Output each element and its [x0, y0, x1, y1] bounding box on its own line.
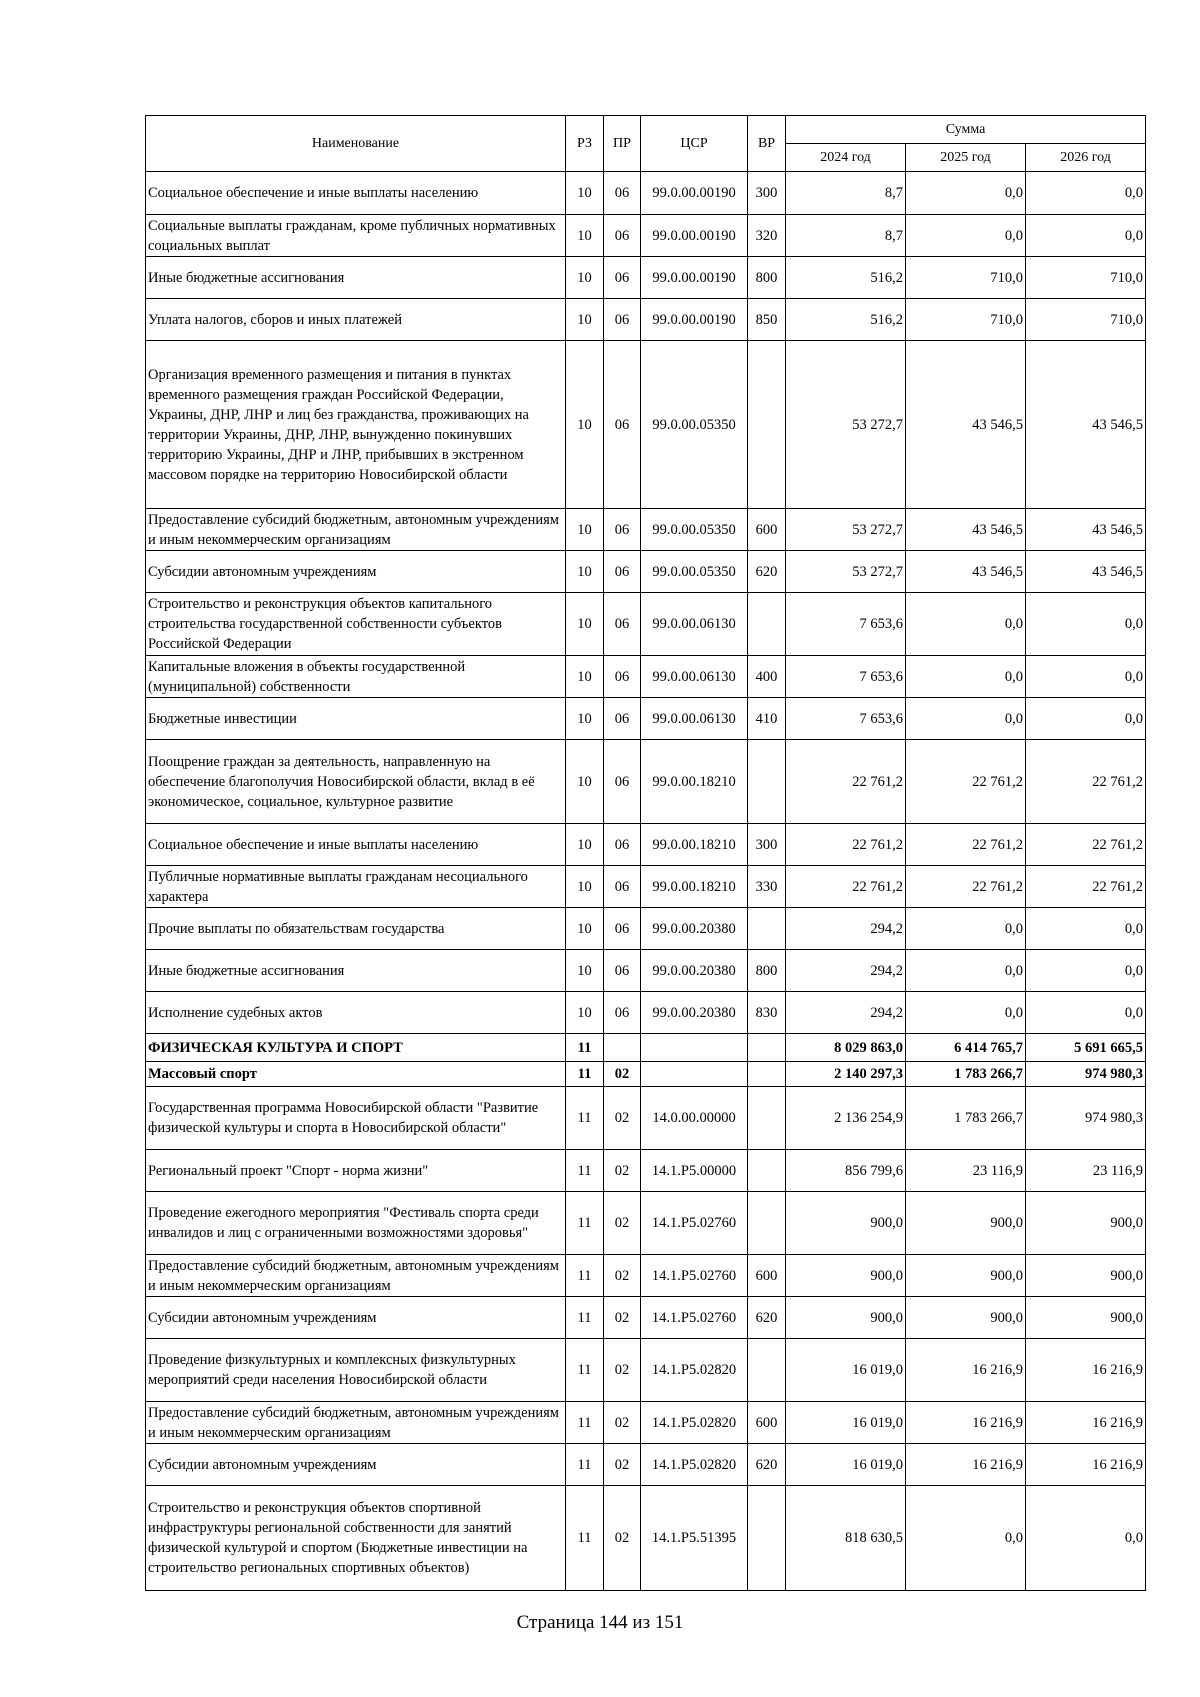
row-vr [748, 593, 786, 656]
row-amount-2026: 43 546,5 [1026, 341, 1146, 509]
row-amount-2026: 0,0 [1026, 992, 1146, 1034]
row-name: Социальное обеспечение и иные выплаты населению [146, 824, 566, 866]
row-amount-2024: 8 029 863,0 [786, 1034, 906, 1062]
row-amount-2024: 8,7 [786, 172, 906, 215]
row-amount-2025: 16 216,9 [906, 1444, 1026, 1486]
row-amount-2025: 1 783 266,7 [906, 1087, 1026, 1150]
row-name: Предоставление субсидий бюджетным, автономным учреждениям и иным некоммерческим организациям [146, 1402, 566, 1444]
row-rz: 11 [566, 1062, 604, 1087]
row-amount-2024: 900,0 [786, 1192, 906, 1255]
header-2025: 2025 год [906, 144, 1026, 172]
row-rz: 11 [566, 1087, 604, 1150]
row-rz: 10 [566, 509, 604, 551]
row-amount-2026: 16 216,9 [1026, 1444, 1146, 1486]
row-pr: 06 [604, 908, 641, 950]
row-pr [604, 1034, 641, 1062]
row-amount-2025: 900,0 [906, 1297, 1026, 1339]
row-rz: 11 [566, 1339, 604, 1402]
row-amount-2026: 0,0 [1026, 593, 1146, 656]
table-row [146, 908, 1146, 950]
row-name: Иные бюджетные ассигнования [146, 950, 566, 992]
row-amount-2026: 0,0 [1026, 656, 1146, 698]
row-vr: 600 [748, 509, 786, 551]
row-amount-2025: 22 761,2 [906, 824, 1026, 866]
row-vr: 330 [748, 866, 786, 908]
row-pr: 06 [604, 215, 641, 257]
row-name: Публичные нормативные выплаты гражданам несоциального характера [146, 866, 566, 908]
row-rz: 11 [566, 1486, 604, 1591]
row-amount-2024: 16 019,0 [786, 1444, 906, 1486]
row-vr: 620 [748, 551, 786, 593]
row-amount-2024: 53 272,7 [786, 341, 906, 509]
row-amount-2024: 2 136 254,9 [786, 1087, 906, 1150]
row-amount-2026: 0,0 [1026, 172, 1146, 215]
row-name: Субсидии автономным учреждениям [146, 1444, 566, 1486]
row-name: ФИЗИЧЕСКАЯ КУЛЬТУРА И СПОРТ [146, 1034, 566, 1062]
row-csr: 99.0.00.06130 [641, 698, 748, 740]
row-amount-2026: 16 216,9 [1026, 1339, 1146, 1402]
row-rz: 10 [566, 341, 604, 509]
table-row [146, 1087, 1146, 1150]
table-row [146, 215, 1146, 257]
row-pr: 02 [604, 1486, 641, 1591]
row-vr: 800 [748, 257, 786, 299]
row-rz: 10 [566, 950, 604, 992]
header-sum: Сумма [786, 116, 1146, 144]
row-name: Проведение ежегодного мероприятия "Фестиваль спорта среди инвалидов и лиц с ограниченными возможностями здоровья" [146, 1192, 566, 1255]
row-pr: 06 [604, 950, 641, 992]
row-name: Строительство и реконструкция объектов капитального строительства государственной собственности субъектов Российской Федерации [146, 593, 566, 656]
row-name: Иные бюджетные ассигнования [146, 257, 566, 299]
header-vr: ВР [748, 116, 786, 172]
row-amount-2025: 900,0 [906, 1255, 1026, 1297]
row-vr: 620 [748, 1297, 786, 1339]
row-amount-2024: 22 761,2 [786, 740, 906, 824]
table-row [146, 172, 1146, 215]
row-vr: 400 [748, 656, 786, 698]
row-pr: 06 [604, 341, 641, 509]
table-row [146, 1444, 1146, 1486]
row-rz: 10 [566, 215, 604, 257]
row-name: Субсидии автономным учреждениям [146, 551, 566, 593]
row-rz: 10 [566, 992, 604, 1034]
row-vr [748, 1034, 786, 1062]
row-amount-2024: 7 653,6 [786, 593, 906, 656]
row-csr: 14.1.P5.02820 [641, 1444, 748, 1486]
row-csr: 14.1.P5.02820 [641, 1339, 748, 1402]
row-csr [641, 1034, 748, 1062]
row-amount-2024: 818 630,5 [786, 1486, 906, 1591]
row-csr: 14.1.P5.02760 [641, 1255, 748, 1297]
row-vr: 320 [748, 215, 786, 257]
row-amount-2026: 900,0 [1026, 1192, 1146, 1255]
table-row [146, 1192, 1146, 1255]
row-vr: 850 [748, 299, 786, 341]
row-rz: 11 [566, 1402, 604, 1444]
header-name: Наименование [146, 116, 566, 172]
table-body [146, 172, 1146, 1591]
row-name: Строительство и реконструкция объектов спортивной инфраструктуры региональной собственности для занятий физической культурой и спортом (Бюджетные инвестиции на строительство региональных спортивных объектов) [146, 1486, 566, 1591]
table-row [146, 950, 1146, 992]
row-vr: 410 [748, 698, 786, 740]
table-row [146, 698, 1146, 740]
row-vr [748, 1486, 786, 1591]
row-pr: 02 [604, 1297, 641, 1339]
table-row [146, 299, 1146, 341]
table-row [146, 740, 1146, 824]
row-name: Бюджетные инвестиции [146, 698, 566, 740]
row-amount-2024: 8,7 [786, 215, 906, 257]
table-row [146, 509, 1146, 551]
row-csr: 99.0.00.18210 [641, 866, 748, 908]
row-amount-2024: 900,0 [786, 1255, 906, 1297]
table-row [146, 824, 1146, 866]
row-vr [748, 740, 786, 824]
row-pr: 06 [604, 172, 641, 215]
row-pr: 02 [604, 1402, 641, 1444]
row-pr: 02 [604, 1444, 641, 1486]
row-amount-2026: 0,0 [1026, 215, 1146, 257]
row-vr: 600 [748, 1402, 786, 1444]
row-pr: 02 [604, 1150, 641, 1192]
row-name: Предоставление субсидий бюджетным, автономным учреждениям и иным некоммерческим организациям [146, 509, 566, 551]
row-name: Поощрение граждан за деятельность, направленную на обеспечение благополучия Новосибирской области, вклад в её экономическое, социальное, культурное развитие [146, 740, 566, 824]
row-rz: 10 [566, 593, 604, 656]
row-name: Капитальные вложения в объекты государственной (муниципальной) собственности [146, 656, 566, 698]
row-amount-2025: 0,0 [906, 593, 1026, 656]
row-vr: 830 [748, 992, 786, 1034]
row-amount-2024: 294,2 [786, 908, 906, 950]
row-name: Субсидии автономным учреждениям [146, 1297, 566, 1339]
row-rz: 10 [566, 740, 604, 824]
row-pr: 06 [604, 551, 641, 593]
table-row [146, 992, 1146, 1034]
row-csr: 99.0.00.00190 [641, 172, 748, 215]
row-amount-2026: 22 761,2 [1026, 740, 1146, 824]
row-amount-2026: 710,0 [1026, 257, 1146, 299]
row-vr [748, 1339, 786, 1402]
row-pr: 02 [604, 1087, 641, 1150]
row-amount-2025: 43 546,5 [906, 341, 1026, 509]
row-amount-2026: 16 216,9 [1026, 1402, 1146, 1444]
row-csr: 14.1.P5.02760 [641, 1192, 748, 1255]
row-amount-2025: 43 546,5 [906, 509, 1026, 551]
row-amount-2024: 53 272,7 [786, 551, 906, 593]
row-amount-2024: 294,2 [786, 950, 906, 992]
row-amount-2025: 0,0 [906, 215, 1026, 257]
row-vr [748, 1150, 786, 1192]
row-rz: 10 [566, 908, 604, 950]
row-amount-2025: 22 761,2 [906, 866, 1026, 908]
row-name: Предоставление субсидий бюджетным, автономным учреждениям и иным некоммерческим организациям [146, 1255, 566, 1297]
row-amount-2025: 43 546,5 [906, 551, 1026, 593]
row-amount-2025: 23 116,9 [906, 1150, 1026, 1192]
row-csr: 99.0.00.00190 [641, 215, 748, 257]
row-rz: 11 [566, 1034, 604, 1062]
row-amount-2024: 516,2 [786, 257, 906, 299]
row-amount-2024: 16 019,0 [786, 1402, 906, 1444]
row-amount-2024: 294,2 [786, 992, 906, 1034]
table-row [146, 1034, 1146, 1062]
row-amount-2024: 16 019,0 [786, 1339, 906, 1402]
row-amount-2026: 0,0 [1026, 950, 1146, 992]
row-name: Организация временного размещения и питания в пунктах временного размещения граждан Российской Федерации, Украины, ДНР, ЛНР и лиц без гражданства, проживающих на территории Украины, ДНР, ЛНР, вынужденно покинувших территорию Украины, ДНР и ЛНР, прибывших в экстренном массовом порядке на территорию Новосибирской области [146, 341, 566, 509]
row-pr: 02 [604, 1192, 641, 1255]
row-pr: 06 [604, 866, 641, 908]
row-amount-2024: 53 272,7 [786, 509, 906, 551]
row-name: Региональный проект "Спорт - норма жизни" [146, 1150, 566, 1192]
row-amount-2026: 0,0 [1026, 1486, 1146, 1591]
table-row [146, 593, 1146, 656]
row-rz: 10 [566, 172, 604, 215]
table-row [146, 257, 1146, 299]
row-csr: 99.0.00.00190 [641, 299, 748, 341]
row-amount-2025: 0,0 [906, 1486, 1026, 1591]
page-number: Страница 144 из 151 [516, 1612, 684, 1633]
row-csr: 14.1.P5.02820 [641, 1402, 748, 1444]
row-amount-2026: 0,0 [1026, 908, 1146, 950]
table-row [146, 341, 1146, 509]
row-vr: 300 [748, 172, 786, 215]
row-csr: 99.0.00.20380 [641, 950, 748, 992]
row-pr: 02 [604, 1255, 641, 1297]
row-rz: 11 [566, 1297, 604, 1339]
row-amount-2025: 710,0 [906, 257, 1026, 299]
row-name: Прочие выплаты по обязательствам государства [146, 908, 566, 950]
row-vr: 600 [748, 1255, 786, 1297]
table-row [146, 551, 1146, 593]
table-row [146, 1062, 1146, 1087]
row-amount-2025: 710,0 [906, 299, 1026, 341]
row-amount-2026: 22 761,2 [1026, 824, 1146, 866]
row-amount-2026: 43 546,5 [1026, 509, 1146, 551]
row-csr: 99.0.00.18210 [641, 824, 748, 866]
row-rz: 10 [566, 866, 604, 908]
row-csr [641, 1062, 748, 1087]
row-vr [748, 908, 786, 950]
row-pr: 06 [604, 509, 641, 551]
row-amount-2026: 5 691 665,5 [1026, 1034, 1146, 1062]
row-amount-2025: 6 414 765,7 [906, 1034, 1026, 1062]
row-rz: 10 [566, 824, 604, 866]
row-rz: 10 [566, 656, 604, 698]
row-pr: 06 [604, 740, 641, 824]
row-amount-2025: 16 216,9 [906, 1339, 1026, 1402]
row-name: Государственная программа Новосибирской области "Развитие физической культуры и спорта в Новосибирской области" [146, 1087, 566, 1150]
row-rz: 10 [566, 299, 604, 341]
table-row [146, 656, 1146, 698]
header-2026: 2026 год [1026, 144, 1146, 172]
row-pr: 06 [604, 824, 641, 866]
table-row [146, 1339, 1146, 1402]
row-amount-2026: 900,0 [1026, 1255, 1146, 1297]
row-pr: 02 [604, 1339, 641, 1402]
row-csr: 99.0.00.05350 [641, 341, 748, 509]
row-amount-2025: 900,0 [906, 1192, 1026, 1255]
row-vr [748, 341, 786, 509]
row-pr: 06 [604, 698, 641, 740]
row-amount-2024: 900,0 [786, 1297, 906, 1339]
row-pr: 06 [604, 299, 641, 341]
row-amount-2024: 22 761,2 [786, 824, 906, 866]
row-amount-2025: 22 761,2 [906, 740, 1026, 824]
row-amount-2025: 16 216,9 [906, 1402, 1026, 1444]
row-rz: 11 [566, 1444, 604, 1486]
row-amount-2025: 0,0 [906, 698, 1026, 740]
row-csr: 99.0.00.05350 [641, 551, 748, 593]
table-row [146, 866, 1146, 908]
row-amount-2025: 0,0 [906, 908, 1026, 950]
row-vr: 620 [748, 1444, 786, 1486]
budget-table [145, 115, 1146, 1591]
row-amount-2024: 7 653,6 [786, 698, 906, 740]
row-amount-2025: 0,0 [906, 172, 1026, 215]
row-csr: 99.0.00.06130 [641, 593, 748, 656]
row-vr [748, 1087, 786, 1150]
row-name: Массовый спорт [146, 1062, 566, 1087]
table-row [146, 1402, 1146, 1444]
row-csr: 14.1.P5.51395 [641, 1486, 748, 1591]
row-rz: 10 [566, 257, 604, 299]
row-name: Уплата налогов, сборов и иных платежей [146, 299, 566, 341]
table-row [146, 1486, 1146, 1591]
row-pr: 06 [604, 593, 641, 656]
row-pr: 06 [604, 656, 641, 698]
row-amount-2026: 22 761,2 [1026, 866, 1146, 908]
row-amount-2026: 974 980,3 [1026, 1062, 1146, 1087]
row-csr: 99.0.00.20380 [641, 908, 748, 950]
table-row [146, 1150, 1146, 1192]
row-name: Исполнение судебных актов [146, 992, 566, 1034]
row-amount-2025: 0,0 [906, 950, 1026, 992]
row-name: Социальные выплаты гражданам, кроме публичных нормативных социальных выплат [146, 215, 566, 257]
row-vr [748, 1192, 786, 1255]
header-rz: РЗ [566, 116, 604, 172]
row-amount-2025: 0,0 [906, 656, 1026, 698]
row-amount-2026: 710,0 [1026, 299, 1146, 341]
row-amount-2024: 2 140 297,3 [786, 1062, 906, 1087]
row-vr: 300 [748, 824, 786, 866]
row-csr: 99.0.00.00190 [641, 257, 748, 299]
row-rz: 10 [566, 551, 604, 593]
row-amount-2024: 516,2 [786, 299, 906, 341]
row-amount-2024: 22 761,2 [786, 866, 906, 908]
row-csr: 99.0.00.18210 [641, 740, 748, 824]
header-csr: ЦСР [641, 116, 748, 172]
row-rz: 11 [566, 1255, 604, 1297]
table-row [146, 1297, 1146, 1339]
row-rz: 11 [566, 1192, 604, 1255]
row-rz: 10 [566, 698, 604, 740]
row-amount-2024: 7 653,6 [786, 656, 906, 698]
row-amount-2026: 0,0 [1026, 698, 1146, 740]
row-csr: 14.1.P5.02760 [641, 1297, 748, 1339]
row-csr: 99.0.00.06130 [641, 656, 748, 698]
row-amount-2026: 43 546,5 [1026, 551, 1146, 593]
row-name: Социальное обеспечение и иные выплаты населению [146, 172, 566, 215]
header-pr: ПР [604, 116, 641, 172]
row-amount-2024: 856 799,6 [786, 1150, 906, 1192]
row-rz: 11 [566, 1150, 604, 1192]
row-amount-2026: 23 116,9 [1026, 1150, 1146, 1192]
row-csr: 14.1.P5.00000 [641, 1150, 748, 1192]
row-vr [748, 1062, 786, 1087]
row-name: Проведение физкультурных и комплексных физкультурных мероприятий среди населения Новосибирской области [146, 1339, 566, 1402]
row-csr: 14.0.00.00000 [641, 1087, 748, 1150]
row-vr: 800 [748, 950, 786, 992]
row-amount-2026: 974 980,3 [1026, 1087, 1146, 1150]
row-pr: 02 [604, 1062, 641, 1087]
row-csr: 99.0.00.05350 [641, 509, 748, 551]
row-amount-2025: 0,0 [906, 992, 1026, 1034]
row-amount-2026: 900,0 [1026, 1297, 1146, 1339]
row-csr: 99.0.00.20380 [641, 992, 748, 1034]
row-amount-2025: 1 783 266,7 [906, 1062, 1026, 1087]
header-2024: 2024 год [786, 144, 906, 172]
row-pr: 06 [604, 257, 641, 299]
row-pr: 06 [604, 992, 641, 1034]
table-row [146, 1255, 1146, 1297]
